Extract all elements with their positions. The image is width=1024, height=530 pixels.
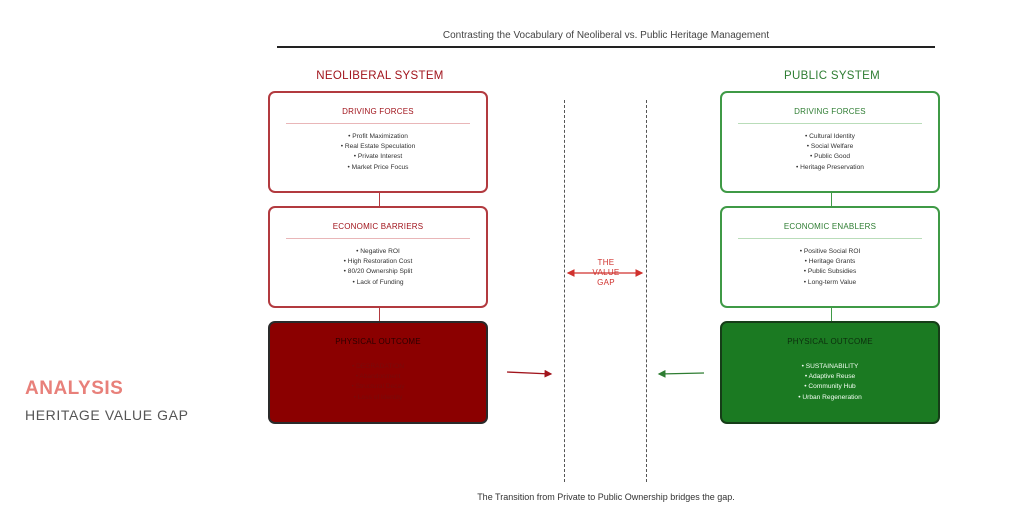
list-item: • Public Subsidies bbox=[803, 268, 857, 276]
list-item: • Public Good bbox=[809, 153, 851, 161]
public-system-title: PUBLIC SYSTEM bbox=[784, 70, 880, 82]
list-item: • Heritage Grants bbox=[804, 258, 856, 266]
list-item: • SUSTAINABILITY bbox=[801, 363, 859, 370]
analysis-heading: ANALYSIS bbox=[25, 378, 124, 399]
value-gap-label-line: THE bbox=[597, 258, 615, 267]
list-item: • Heritage Preservation bbox=[796, 163, 864, 171]
list-item: • Social Welfare bbox=[806, 143, 854, 151]
list-item: • Profit Maximization bbox=[348, 133, 408, 140]
list-item: • 80/20 Ownership Split bbox=[343, 268, 413, 276]
value-gap-label bbox=[584, 258, 628, 288]
diagram-title: Contrasting the Vocabulary of Neoliberal vs. Public Heritage Management bbox=[442, 30, 770, 41]
list-item: • Private Interest bbox=[353, 153, 403, 161]
list-item: • Abandonment bbox=[355, 373, 401, 381]
public-economic-enablers-heading: ECONOMIC ENABLERS bbox=[783, 222, 877, 231]
list-item: • Community Hub bbox=[804, 383, 856, 391]
list-item: • Negative ROI bbox=[356, 248, 400, 255]
public-driving-forces-heading: DRIVING FORCES bbox=[794, 107, 866, 116]
value-gap-label-line: GAP bbox=[597, 278, 615, 287]
neoliberal-outcome-arrow bbox=[507, 372, 551, 374]
list-item: • Long-term Value bbox=[803, 278, 857, 286]
neoliberal-economic-barriers-heading: ECONOMIC BARRIERS bbox=[332, 222, 424, 231]
list-item: • DEGRADATION bbox=[351, 363, 404, 370]
list-item: • Lack of Funding bbox=[352, 278, 404, 286]
list-item: • Structural Decay bbox=[351, 383, 405, 391]
neoliberal-system-title: NEOLIBERAL SYSTEM bbox=[316, 70, 444, 82]
public-outcome-arrow bbox=[659, 373, 704, 374]
analysis-subheading: HERITAGE VALUE GAP bbox=[25, 407, 189, 423]
list-item: • Urban Regeneration bbox=[798, 393, 862, 401]
public-physical-outcome-heading: PHYSICAL OUTCOME bbox=[787, 337, 873, 346]
list-item: • Cultural Identity bbox=[805, 133, 855, 140]
neoliberal-physical-outcome-heading: PHYSICAL OUTCOME bbox=[335, 337, 421, 346]
list-item: • Real Estate Speculation bbox=[340, 143, 416, 151]
list-item: • Positive Social ROI bbox=[799, 248, 861, 255]
footer-caption: The Transition from Private to Public Ownership bridges the gap. bbox=[477, 492, 735, 502]
list-item: • Loss of Identity bbox=[353, 393, 403, 401]
value-gap-label-line: VALUE bbox=[592, 268, 620, 277]
neoliberal-driving-forces-heading: DRIVING FORCES bbox=[342, 107, 414, 116]
list-item: • Market Price Focus bbox=[347, 163, 409, 171]
list-item: • Adaptive Reuse bbox=[804, 373, 856, 381]
list-item: • High Restoration Cost bbox=[343, 258, 413, 266]
